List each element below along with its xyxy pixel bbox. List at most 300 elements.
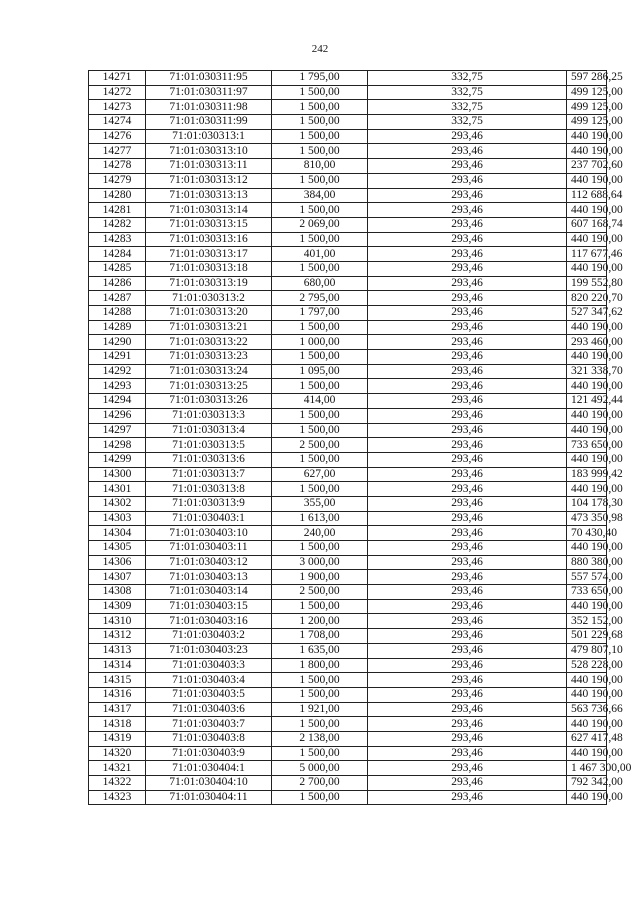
- total-value-cell: 440 190,00: [567, 673, 607, 688]
- total-value-cell: 440 190,00: [567, 452, 607, 467]
- area-cell: 1 500,00: [272, 452, 368, 467]
- table-row: [89, 746, 607, 761]
- area-cell: 401,00: [272, 247, 368, 262]
- total-value-cell: 557 574,00: [567, 570, 607, 585]
- row-number-cell: 14316: [89, 687, 146, 702]
- table-row: [89, 408, 607, 423]
- total-value-cell: 321 338,70: [567, 364, 607, 379]
- row-number-cell: 14302: [89, 496, 146, 511]
- row-number-cell: 14312: [89, 629, 146, 644]
- area-cell: 2 700,00: [272, 776, 368, 791]
- cadastral-number-cell: 71:01:030404:1: [146, 761, 272, 776]
- cadastral-number-cell: 71:01:030313:19: [146, 276, 272, 291]
- rate-cell: 293,46: [368, 261, 567, 276]
- row-number-cell: 14291: [89, 350, 146, 365]
- row-number-cell: 14308: [89, 585, 146, 600]
- area-cell: 1 500,00: [272, 599, 368, 614]
- table-row: [89, 599, 607, 614]
- cadastral-number-cell: 71:01:030313:17: [146, 247, 272, 262]
- total-value-cell: 440 190,00: [567, 232, 607, 247]
- row-number-cell: 14322: [89, 776, 146, 791]
- table-row: [89, 159, 607, 174]
- rate-cell: 293,46: [368, 320, 567, 335]
- rate-cell: 293,46: [368, 217, 567, 232]
- total-value-cell: 597 286,25: [567, 71, 607, 86]
- row-number-cell: 14282: [89, 217, 146, 232]
- cadastral-number-cell: 71:01:030313:26: [146, 394, 272, 409]
- total-value-cell: 440 190,00: [567, 717, 607, 732]
- rate-cell: 293,46: [368, 761, 567, 776]
- area-cell: 2 069,00: [272, 217, 368, 232]
- table-row: [89, 467, 607, 482]
- cadastral-number-cell: 71:01:030313:11: [146, 159, 272, 174]
- cadastral-number-cell: 71:01:030403:5: [146, 687, 272, 702]
- total-value-cell: 499 125,00: [567, 115, 607, 130]
- total-value-cell: 440 190,00: [567, 144, 607, 159]
- rate-cell: 293,46: [368, 408, 567, 423]
- rate-cell: 293,46: [368, 541, 567, 556]
- table-row: [89, 643, 607, 658]
- row-number-cell: 14277: [89, 144, 146, 159]
- row-number-cell: 14309: [89, 599, 146, 614]
- rate-cell: 293,46: [368, 702, 567, 717]
- row-number-cell: 14306: [89, 555, 146, 570]
- rate-cell: 293,46: [368, 276, 567, 291]
- total-value-cell: 440 190,00: [567, 129, 607, 144]
- area-cell: 3 000,00: [272, 555, 368, 570]
- area-cell: 1 000,00: [272, 335, 368, 350]
- row-number-cell: 14293: [89, 379, 146, 394]
- area-cell: 1 500,00: [272, 790, 368, 805]
- row-number-cell: 14305: [89, 541, 146, 556]
- table-row: [89, 658, 607, 673]
- table-row: [89, 482, 607, 497]
- rate-cell: 293,46: [368, 482, 567, 497]
- cadastral-number-cell: 71:01:030403:13: [146, 570, 272, 585]
- cadastral-number-cell: 71:01:030313:8: [146, 482, 272, 497]
- row-number-cell: 14287: [89, 291, 146, 306]
- area-cell: 1 635,00: [272, 643, 368, 658]
- cadastral-number-cell: 71:01:030313:5: [146, 438, 272, 453]
- cadastral-number-cell: 71:01:030311:98: [146, 100, 272, 115]
- row-number-cell: 14310: [89, 614, 146, 629]
- cadastral-number-cell: 71:01:030403:14: [146, 585, 272, 600]
- row-number-cell: 14292: [89, 364, 146, 379]
- table-row: [89, 541, 607, 556]
- rate-cell: 293,46: [368, 159, 567, 174]
- table-row: [89, 173, 607, 188]
- table-row: [89, 203, 607, 218]
- rate-cell: 293,46: [368, 643, 567, 658]
- cadastral-number-cell: 71:01:030313:12: [146, 173, 272, 188]
- rate-cell: 293,46: [368, 173, 567, 188]
- row-number-cell: 14294: [89, 394, 146, 409]
- cadastral-value-table: [88, 70, 632, 805]
- total-value-cell: 880 380,00: [567, 555, 607, 570]
- area-cell: 1 921,00: [272, 702, 368, 717]
- row-number-cell: 14281: [89, 203, 146, 218]
- area-cell: 1 500,00: [272, 717, 368, 732]
- area-cell: 1 500,00: [272, 379, 368, 394]
- rate-cell: 293,46: [368, 570, 567, 585]
- table-row: [89, 232, 607, 247]
- row-number-cell: 14272: [89, 85, 146, 100]
- cadastral-number-cell: 71:01:030404:11: [146, 790, 272, 805]
- row-number-cell: 14319: [89, 731, 146, 746]
- table-row: [89, 217, 607, 232]
- area-cell: 1 500,00: [272, 320, 368, 335]
- total-value-cell: 733 650,00: [567, 585, 607, 600]
- row-number-cell: 14288: [89, 306, 146, 321]
- row-number-cell: 14315: [89, 673, 146, 688]
- cadastral-number-cell: 71:01:030313:14: [146, 203, 272, 218]
- total-value-cell: 440 190,00: [567, 599, 607, 614]
- area-cell: 1 500,00: [272, 144, 368, 159]
- cadastral-number-cell: 71:01:030403:12: [146, 555, 272, 570]
- cadastral-number-cell: 71:01:030313:23: [146, 350, 272, 365]
- cadastral-number-cell: 71:01:030403:16: [146, 614, 272, 629]
- cadastral-number-cell: 71:01:030311:97: [146, 85, 272, 100]
- rate-cell: 293,46: [368, 350, 567, 365]
- rate-cell: 293,46: [368, 599, 567, 614]
- row-number-cell: 14323: [89, 790, 146, 805]
- rate-cell: 293,46: [368, 394, 567, 409]
- total-value-cell: 104 178,30: [567, 496, 607, 511]
- cadastral-number-cell: 71:01:030313:2: [146, 291, 272, 306]
- rate-cell: 332,75: [368, 100, 567, 115]
- rate-cell: 293,46: [368, 746, 567, 761]
- total-value-cell: 440 190,00: [567, 482, 607, 497]
- total-value-cell: 440 190,00: [567, 350, 607, 365]
- rate-cell: 293,46: [368, 731, 567, 746]
- table-row: [89, 379, 607, 394]
- table-row: [89, 320, 607, 335]
- table-row: [89, 673, 607, 688]
- rate-cell: 293,46: [368, 629, 567, 644]
- cadastral-number-cell: 71:01:030311:99: [146, 115, 272, 130]
- table-row: [89, 731, 607, 746]
- rate-cell: 293,46: [368, 526, 567, 541]
- row-number-cell: 14303: [89, 511, 146, 526]
- rate-cell: 293,46: [368, 496, 567, 511]
- table-row: [89, 614, 607, 629]
- rate-cell: 293,46: [368, 129, 567, 144]
- area-cell: 384,00: [272, 188, 368, 203]
- total-value-cell: 440 190,00: [567, 746, 607, 761]
- cadastral-number-cell: 71:01:030403:10: [146, 526, 272, 541]
- row-number-cell: 14286: [89, 276, 146, 291]
- total-value-cell: 70 430,40: [567, 526, 607, 541]
- area-cell: 1 797,00: [272, 306, 368, 321]
- row-number-cell: 14276: [89, 129, 146, 144]
- row-number-cell: 14289: [89, 320, 146, 335]
- row-number-cell: 14317: [89, 702, 146, 717]
- rate-cell: 293,46: [368, 776, 567, 791]
- rate-cell: 293,46: [368, 585, 567, 600]
- area-cell: 1 500,00: [272, 541, 368, 556]
- total-value-cell: 440 190,00: [567, 541, 607, 556]
- rate-cell: 293,46: [368, 188, 567, 203]
- rate-cell: 293,46: [368, 790, 567, 805]
- rate-cell: 332,75: [368, 85, 567, 100]
- cadastral-number-cell: 71:01:030313:15: [146, 217, 272, 232]
- cadastral-number-cell: 71:01:030403:9: [146, 746, 272, 761]
- row-number-cell: 14304: [89, 526, 146, 541]
- area-cell: 1 500,00: [272, 100, 368, 115]
- area-cell: 810,00: [272, 159, 368, 174]
- row-number-cell: 14285: [89, 261, 146, 276]
- total-value-cell: 440 190,00: [567, 173, 607, 188]
- area-cell: 2 500,00: [272, 585, 368, 600]
- area-cell: 1 500,00: [272, 350, 368, 365]
- rate-cell: 332,75: [368, 115, 567, 130]
- table-row: [89, 129, 607, 144]
- area-cell: 1 500,00: [272, 129, 368, 144]
- row-number-cell: 14300: [89, 467, 146, 482]
- total-value-cell: 199 552,80: [567, 276, 607, 291]
- total-value-cell: 440 190,00: [567, 423, 607, 438]
- area-cell: 1 500,00: [272, 85, 368, 100]
- area-cell: 414,00: [272, 394, 368, 409]
- area-cell: 1 500,00: [272, 173, 368, 188]
- rate-cell: 293,46: [368, 673, 567, 688]
- row-number-cell: 14318: [89, 717, 146, 732]
- rate-cell: 293,46: [368, 717, 567, 732]
- total-value-cell: 563 736,66: [567, 702, 607, 717]
- table-row: [89, 394, 607, 409]
- rate-cell: 293,46: [368, 452, 567, 467]
- total-value-cell: 479 807,10: [567, 643, 607, 658]
- row-number-cell: 14321: [89, 761, 146, 776]
- row-number-cell: 14274: [89, 115, 146, 130]
- table-row: [89, 702, 607, 717]
- table-row: [89, 423, 607, 438]
- table-row: [89, 115, 607, 130]
- rate-cell: 293,46: [368, 232, 567, 247]
- area-cell: 1 500,00: [272, 423, 368, 438]
- table-row: [89, 570, 607, 585]
- area-cell: 5 000,00: [272, 761, 368, 776]
- rate-cell: 293,46: [368, 614, 567, 629]
- area-cell: 1 800,00: [272, 658, 368, 673]
- area-cell: 2 138,00: [272, 731, 368, 746]
- cadastral-number-cell: 71:01:030313:24: [146, 364, 272, 379]
- area-cell: 2 795,00: [272, 291, 368, 306]
- row-number-cell: 14297: [89, 423, 146, 438]
- table-row: [89, 717, 607, 732]
- table-row: [89, 261, 607, 276]
- cadastral-number-cell: 71:01:030403:2: [146, 629, 272, 644]
- total-value-cell: 499 125,00: [567, 85, 607, 100]
- row-number-cell: 14273: [89, 100, 146, 115]
- total-value-cell: 237 702,60: [567, 159, 607, 174]
- rate-cell: 293,46: [368, 203, 567, 218]
- area-cell: 1 500,00: [272, 115, 368, 130]
- total-value-cell: 473 350,98: [567, 511, 607, 526]
- rate-cell: 293,46: [368, 438, 567, 453]
- cadastral-number-cell: 71:01:030313:13: [146, 188, 272, 203]
- area-cell: 1 795,00: [272, 71, 368, 86]
- row-number-cell: 14279: [89, 173, 146, 188]
- area-cell: 1 500,00: [272, 746, 368, 761]
- rate-cell: 332,75: [368, 71, 567, 86]
- table-row: [89, 247, 607, 262]
- total-value-cell: 792 342,00: [567, 776, 607, 791]
- table-row: [89, 687, 607, 702]
- total-value-cell: 121 492,44: [567, 394, 607, 409]
- cadastral-number-cell: 71:01:030403:7: [146, 717, 272, 732]
- cadastral-number-cell: 71:01:030313:4: [146, 423, 272, 438]
- cadastral-number-cell: 71:01:030403:1: [146, 511, 272, 526]
- rate-cell: 293,46: [368, 687, 567, 702]
- area-cell: 1 500,00: [272, 408, 368, 423]
- cadastral-number-cell: 71:01:030313:20: [146, 306, 272, 321]
- cadastral-number-cell: 71:01:030404:10: [146, 776, 272, 791]
- cadastral-number-cell: 71:01:030403:8: [146, 731, 272, 746]
- total-value-cell: 440 190,00: [567, 379, 607, 394]
- cadastral-number-cell: 71:01:030403:6: [146, 702, 272, 717]
- table-row: [89, 306, 607, 321]
- total-value-cell: 293 460,00: [567, 335, 607, 350]
- cadastral-number-cell: 71:01:030313:1: [146, 129, 272, 144]
- row-number-cell: 14307: [89, 570, 146, 585]
- rate-cell: 293,46: [368, 247, 567, 262]
- row-number-cell: 14284: [89, 247, 146, 262]
- table-row: [89, 291, 607, 306]
- area-cell: 1 500,00: [272, 673, 368, 688]
- area-cell: 1 095,00: [272, 364, 368, 379]
- area-cell: 2 500,00: [272, 438, 368, 453]
- total-value-cell: 627 417,48: [567, 731, 607, 746]
- row-number-cell: 14283: [89, 232, 146, 247]
- cadastral-number-cell: 71:01:030313:22: [146, 335, 272, 350]
- total-value-cell: 527 347,62: [567, 306, 607, 321]
- area-cell: 1 900,00: [272, 570, 368, 585]
- cadastral-number-cell: 71:01:030313:3: [146, 408, 272, 423]
- cadastral-number-cell: 71:01:030403:4: [146, 673, 272, 688]
- rate-cell: 293,46: [368, 555, 567, 570]
- row-number-cell: 14296: [89, 408, 146, 423]
- rate-cell: 293,46: [368, 379, 567, 394]
- table-row: [89, 776, 607, 791]
- table-row: [89, 555, 607, 570]
- cadastral-number-cell: 71:01:030403:3: [146, 658, 272, 673]
- total-value-cell: 528 228,00: [567, 658, 607, 673]
- table-row: [89, 496, 607, 511]
- table-row: [89, 629, 607, 644]
- cadastral-number-cell: 71:01:030403:11: [146, 541, 272, 556]
- page-number: 242: [311, 43, 329, 55]
- rate-cell: 293,46: [368, 364, 567, 379]
- area-cell: 1 500,00: [272, 261, 368, 276]
- table-row: [89, 144, 607, 159]
- area-cell: 1 200,00: [272, 614, 368, 629]
- cadastral-number-cell: 71:01:030313:9: [146, 496, 272, 511]
- row-number-cell: 14271: [89, 71, 146, 86]
- table-row: [89, 585, 607, 600]
- cadastral-number-cell: 71:01:030403:15: [146, 599, 272, 614]
- rate-cell: 293,46: [368, 423, 567, 438]
- total-value-cell: 352 152,00: [567, 614, 607, 629]
- row-number-cell: 14280: [89, 188, 146, 203]
- area-cell: 1 500,00: [272, 203, 368, 218]
- table-row: [89, 350, 607, 365]
- row-number-cell: 14299: [89, 452, 146, 467]
- rate-cell: 293,46: [368, 291, 567, 306]
- area-cell: 1 708,00: [272, 629, 368, 644]
- rate-cell: 293,46: [368, 306, 567, 321]
- rate-cell: 293,46: [368, 467, 567, 482]
- table-row: [89, 71, 607, 86]
- table-row: [89, 100, 607, 115]
- rate-cell: 293,46: [368, 511, 567, 526]
- row-number-cell: 14314: [89, 658, 146, 673]
- cadastral-number-cell: 71:01:030313:18: [146, 261, 272, 276]
- total-value-cell: 499 125,00: [567, 100, 607, 115]
- rate-cell: 293,46: [368, 335, 567, 350]
- table-row: [89, 761, 607, 776]
- cadastral-number-cell: 71:01:030311:95: [146, 71, 272, 86]
- table-row: [89, 364, 607, 379]
- area-cell: 355,00: [272, 496, 368, 511]
- total-value-cell: 820 220,70: [567, 291, 607, 306]
- table-row: [89, 790, 607, 805]
- table-row: [89, 85, 607, 100]
- table-row: [89, 335, 607, 350]
- total-value-cell: 501 229,68: [567, 629, 607, 644]
- row-number-cell: 14313: [89, 643, 146, 658]
- area-cell: 1 500,00: [272, 482, 368, 497]
- row-number-cell: 14278: [89, 159, 146, 174]
- row-number-cell: 14301: [89, 482, 146, 497]
- total-value-cell: 733 650,00: [567, 438, 607, 453]
- total-value-cell: 440 190,00: [567, 790, 607, 805]
- table-row: [89, 188, 607, 203]
- total-value-cell: 440 190,00: [567, 320, 607, 335]
- cadastral-number-cell: 71:01:030403:23: [146, 643, 272, 658]
- area-cell: 1 613,00: [272, 511, 368, 526]
- area-cell: 240,00: [272, 526, 368, 541]
- total-value-cell: 440 190,00: [567, 203, 607, 218]
- rate-cell: 293,46: [368, 658, 567, 673]
- total-value-cell: 117 677,46: [567, 247, 607, 262]
- total-value-cell: 112 688,64: [567, 188, 607, 203]
- total-value-cell: 183 999,42: [567, 467, 607, 482]
- area-cell: 1 500,00: [272, 687, 368, 702]
- area-cell: 680,00: [272, 276, 368, 291]
- row-number-cell: 14320: [89, 746, 146, 761]
- total-value-cell: 440 190,00: [567, 687, 607, 702]
- cadastral-number-cell: 71:01:030313:21: [146, 320, 272, 335]
- table-body: [89, 71, 632, 805]
- table-row: [89, 438, 607, 453]
- cadastral-number-cell: 71:01:030313:25: [146, 379, 272, 394]
- cadastral-number-cell: 71:01:030313:16: [146, 232, 272, 247]
- area-cell: 627,00: [272, 467, 368, 482]
- area-cell: 1 500,00: [272, 232, 368, 247]
- rate-cell: 293,46: [368, 144, 567, 159]
- total-value-cell: 440 190,00: [567, 408, 607, 423]
- table-row: [89, 452, 607, 467]
- cadastral-number-cell: 71:01:030313:6: [146, 452, 272, 467]
- table-row: [89, 511, 607, 526]
- table-row: [89, 526, 607, 541]
- total-value-cell: 1 467 300,00: [567, 761, 607, 776]
- row-number-cell: 14290: [89, 335, 146, 350]
- table-row: [89, 276, 607, 291]
- total-value-cell: 440 190,00: [567, 261, 607, 276]
- cadastral-number-cell: 71:01:030313:10: [146, 144, 272, 159]
